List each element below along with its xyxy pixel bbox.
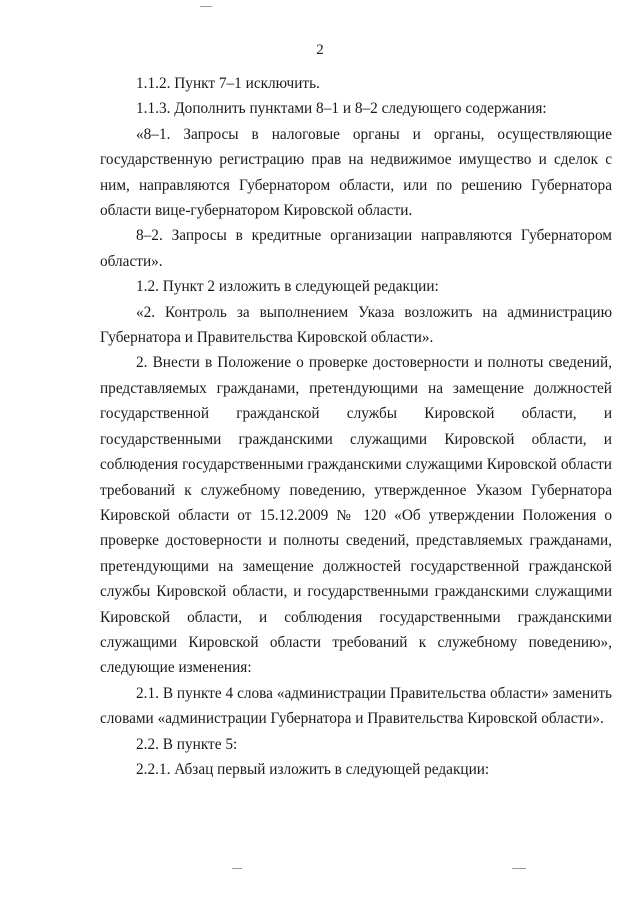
page-number: 2 — [316, 42, 324, 58]
paragraph-control: «2. Контроль за выполнением Указа возложить на администрацию Губернатора и Правительства Кировской области». — [100, 303, 612, 347]
paragraph-2-1: 2.1. В пункте 4 слова «администрации Правительства области» заменить словами «администрации Губернатора и Правительства Кировской области». — [100, 684, 612, 728]
document-body — [100, 71, 612, 782]
paragraph-1-1-3: 1.1.3. Дополнить пунктами 8–1 и 8–2 следующего содержания: — [136, 100, 547, 118]
paragraph-8-2: 8–2. Запросы в кредитные организации направляются Губернатором области». — [100, 227, 612, 270]
scan-mark-bottom-left — [232, 868, 242, 869]
paragraph-2-2-1: 2.2.1. Абзац первый изложить в следующей редакции: — [136, 760, 490, 778]
scan-mark-top — [200, 6, 212, 7]
paragraph-2-2: 2.2. В пункте 5: — [136, 735, 238, 753]
paragraph-2: 2. Внести в Положение о проверке достоверности и полноты сведений, представляемых гражданами, претендующими на замещение должностей государственной гражданской службы Кировской области, и государственными гражданскими служащими Кировской области, и соблюдения государственными гражданскими служащими Кировской области требований к служебному поведению, утвержденное Указом Губернатора Кировской области от 15.12.2009 № 120 «Об утверждении Положения о проверке достоверности и полноты сведений, представляемых гражданами, претендующими на замещение должностей государственной гражданской службы Кировской области, и государственными гражданскими служащими Кировской области, и соблюдения государственными гражданскими служащими Кировской области требований к служебному поведению», следующие изменения: — [100, 354, 612, 677]
paragraph-1-1-2: 1.1.2. Пункт 7–1 исключить. — [136, 75, 320, 92]
scan-mark-bottom-right — [512, 868, 526, 869]
paragraph-1-2: 1.2. Пункт 2 изложить в следующей редакции: — [136, 278, 439, 296]
paragraph-8-1: «8–1. Запросы в налоговые органы и органы, осуществляющие государственную регистрацию прав на недвижимое имущество и сделок с ним, направляются Губернатором области, или по решению Губернатора области вице-губернатором Кировской области. — [100, 125, 612, 220]
